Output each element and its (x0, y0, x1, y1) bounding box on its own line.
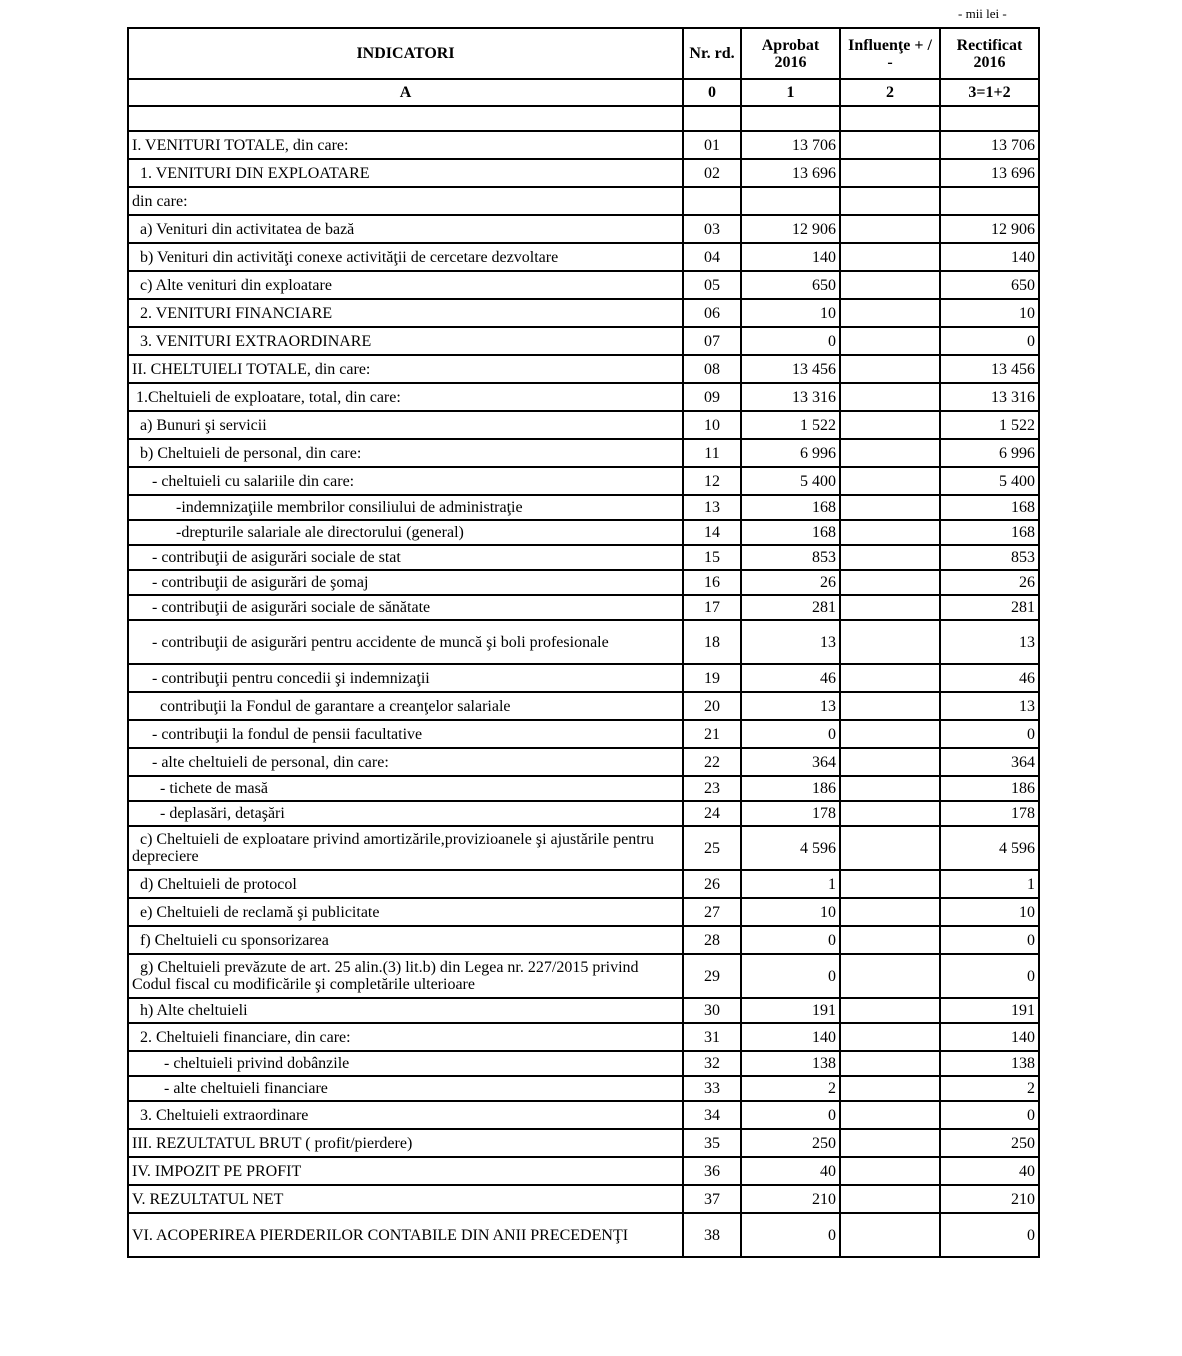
row-number: 38 (683, 1213, 741, 1257)
row-rectificat: 0 (940, 720, 1039, 748)
row-rectificat: 0 (940, 954, 1039, 998)
row-aprobat: 40 (741, 1157, 840, 1185)
row-number: 24 (683, 801, 741, 826)
table-row (128, 1023, 1039, 1051)
row-aprobat: 10 (741, 898, 840, 926)
row-influente (840, 327, 940, 355)
row-influente (840, 1076, 940, 1101)
row-indicator: d) Cheltuieli de protocol (128, 870, 683, 898)
row-influente (840, 383, 940, 411)
row-number: 26 (683, 870, 741, 898)
row-indicator: - contribuţii de asigurări de şomaj (128, 570, 683, 595)
row-rectificat: 1 (940, 870, 1039, 898)
row-aprobat: 0 (741, 926, 840, 954)
row-rectificat: 1 522 (940, 411, 1039, 439)
table-row (128, 411, 1039, 439)
table-row (128, 620, 1039, 664)
row-indicator (128, 106, 683, 131)
row-rectificat: 13 696 (940, 159, 1039, 187)
subheader-row (128, 79, 1039, 106)
row-indicator: 2. Cheltuieli financiare, din care: (128, 1023, 683, 1051)
row-aprobat: 281 (741, 595, 840, 620)
table-row (128, 383, 1039, 411)
row-rectificat: 10 (940, 898, 1039, 926)
table-row (128, 439, 1039, 467)
row-number: 02 (683, 159, 741, 187)
row-influente (840, 748, 940, 776)
row-rectificat: 13 316 (940, 383, 1039, 411)
row-aprobat: 364 (741, 748, 840, 776)
table-row (128, 187, 1039, 215)
row-number: 09 (683, 383, 741, 411)
row-rectificat: 13 (940, 620, 1039, 664)
row-indicator: III. REZULTATUL BRUT ( profit/pierdere) (128, 1129, 683, 1157)
row-number: 17 (683, 595, 741, 620)
row-number: 37 (683, 1185, 741, 1213)
row-influente (840, 801, 940, 826)
row-influente (840, 870, 940, 898)
table-row (128, 776, 1039, 801)
row-indicator: c) Alte venituri din exploatare (128, 271, 683, 299)
row-rectificat: 364 (940, 748, 1039, 776)
row-rectificat: 4 596 (940, 826, 1039, 870)
table-row (128, 898, 1039, 926)
row-number: 05 (683, 271, 741, 299)
row-rectificat: 186 (940, 776, 1039, 801)
row-indicator: - alte cheltuieli financiare (128, 1076, 683, 1101)
row-influente (840, 411, 940, 439)
row-influente (840, 926, 940, 954)
row-influente (840, 954, 940, 998)
row-number: 36 (683, 1157, 741, 1185)
row-aprobat: 0 (741, 1213, 840, 1257)
table-row (128, 106, 1039, 131)
header-nr: Nr. rd. (683, 28, 741, 79)
table-row (128, 664, 1039, 692)
table-row (128, 1051, 1039, 1076)
row-influente (840, 1101, 940, 1129)
row-rectificat: 191 (940, 998, 1039, 1023)
row-rectificat: 2 (940, 1076, 1039, 1101)
row-rectificat: 13 (940, 692, 1039, 720)
row-rectificat: 140 (940, 243, 1039, 271)
row-number: 19 (683, 664, 741, 692)
row-influente (840, 187, 940, 215)
row-indicator: - contribuţii pentru concedii şi indemnizaţii (128, 664, 683, 692)
row-indicator: - cheltuieli privind dobânzile (128, 1051, 683, 1076)
row-indicator: 3. VENITURI EXTRAORDINARE (128, 327, 683, 355)
row-rectificat: 210 (940, 1185, 1039, 1213)
row-indicator: f) Cheltuieli cu sponsorizarea (128, 926, 683, 954)
row-indicator: b) Venituri din activităţi conexe activităţii de cercetare dezvoltare (128, 243, 683, 271)
row-number: 34 (683, 1101, 741, 1129)
row-aprobat: 13 (741, 692, 840, 720)
header-aprobat: Aprobat 2016 (741, 28, 840, 79)
header-row (128, 28, 1039, 79)
row-influente (840, 1157, 940, 1185)
row-rectificat: 0 (940, 1101, 1039, 1129)
table-row (128, 998, 1039, 1023)
row-rectificat: 140 (940, 1023, 1039, 1051)
row-indicator: - contribuţii de asigurări sociale de stat (128, 545, 683, 570)
row-aprobat: 140 (741, 1023, 840, 1051)
row-indicator: c) Cheltuieli de exploatare privind amortizările,provizioanele şi ajustările pentru depreciere (128, 826, 683, 870)
row-number: 08 (683, 355, 741, 383)
row-rectificat: 40 (940, 1157, 1039, 1185)
row-influente (840, 998, 940, 1023)
row-number: 22 (683, 748, 741, 776)
row-number: 32 (683, 1051, 741, 1076)
table-row (128, 1076, 1039, 1101)
row-rectificat: 138 (940, 1051, 1039, 1076)
row-rectificat: 0 (940, 327, 1039, 355)
row-number: 13 (683, 495, 741, 520)
row-rectificat: 13 706 (940, 131, 1039, 159)
row-rectificat: 46 (940, 664, 1039, 692)
row-indicator: - contribuţii de asigurări sociale de sănătate (128, 595, 683, 620)
row-rectificat: 12 906 (940, 215, 1039, 243)
row-number: 27 (683, 898, 741, 926)
row-influente (840, 1051, 940, 1076)
row-aprobat: 4 596 (741, 826, 840, 870)
row-aprobat: 0 (741, 720, 840, 748)
table-row (128, 748, 1039, 776)
row-influente (840, 776, 940, 801)
row-rectificat: 178 (940, 801, 1039, 826)
row-indicator: - contribuţii de asigurări pentru accidente de muncă şi boli profesionale (128, 620, 683, 664)
table-row (128, 215, 1039, 243)
row-influente (840, 1129, 940, 1157)
table-row (128, 327, 1039, 355)
row-indicator: II. CHELTUIELI TOTALE, din care: (128, 355, 683, 383)
row-indicator: - alte cheltuieli de personal, din care: (128, 748, 683, 776)
row-indicator: h) Alte cheltuieli (128, 998, 683, 1023)
row-number (683, 187, 741, 215)
row-rectificat: 10 (940, 299, 1039, 327)
row-influente (840, 520, 940, 545)
row-aprobat: 26 (741, 570, 840, 595)
row-number: 03 (683, 215, 741, 243)
row-aprobat: 6 996 (741, 439, 840, 467)
table-row (128, 495, 1039, 520)
table-row (128, 826, 1039, 870)
row-indicator: - cheltuieli cu salariile din care: (128, 467, 683, 495)
row-rectificat (940, 187, 1039, 215)
row-indicator: 1.Cheltuieli de exploatare, total, din care: (128, 383, 683, 411)
row-rectificat: 26 (940, 570, 1039, 595)
row-aprobat: 191 (741, 998, 840, 1023)
row-influente (840, 1213, 940, 1257)
table-row (128, 692, 1039, 720)
subheader-a: A (128, 79, 683, 106)
table-row (128, 520, 1039, 545)
table-row (128, 720, 1039, 748)
row-aprobat: 178 (741, 801, 840, 826)
row-aprobat: 2 (741, 1076, 840, 1101)
row-aprobat: 46 (741, 664, 840, 692)
row-indicator: - contribuţii la fondul de pensii facultative (128, 720, 683, 748)
table-body (128, 106, 1039, 1257)
row-aprobat: 168 (741, 520, 840, 545)
row-influente (840, 271, 940, 299)
row-number: 25 (683, 826, 741, 870)
row-aprobat: 0 (741, 1101, 840, 1129)
row-aprobat: 10 (741, 299, 840, 327)
row-influente (840, 215, 940, 243)
row-number: 10 (683, 411, 741, 439)
row-rectificat: 6 996 (940, 439, 1039, 467)
row-aprobat: 210 (741, 1185, 840, 1213)
row-number: 06 (683, 299, 741, 327)
row-number: 11 (683, 439, 741, 467)
subheader-2: 2 (840, 79, 940, 106)
table-row (128, 467, 1039, 495)
row-influente (840, 243, 940, 271)
row-number: 30 (683, 998, 741, 1023)
row-indicator: 1. VENITURI DIN EXPLOATARE (128, 159, 683, 187)
header-rectificat: Rectificat 2016 (940, 28, 1039, 79)
row-indicator: a) Venituri din activitatea de bază (128, 215, 683, 243)
table-row (128, 1213, 1039, 1257)
row-influente (840, 495, 940, 520)
table-row (128, 1185, 1039, 1213)
row-influente (840, 826, 940, 870)
row-aprobat: 1 (741, 870, 840, 898)
unit-note: - mii lei - (958, 6, 1007, 21)
row-number: 20 (683, 692, 741, 720)
row-aprobat: 853 (741, 545, 840, 570)
row-number (683, 106, 741, 131)
table-row (128, 801, 1039, 826)
table-row (128, 1129, 1039, 1157)
row-influente (840, 1185, 940, 1213)
table-row (128, 545, 1039, 570)
row-influente (840, 439, 940, 467)
row-rectificat (940, 106, 1039, 131)
subheader-3: 3=1+2 (940, 79, 1039, 106)
header-indicatori: INDICATORI (128, 28, 683, 79)
row-indicator: 2. VENITURI FINANCIARE (128, 299, 683, 327)
row-number: 07 (683, 327, 741, 355)
row-influente (840, 159, 940, 187)
row-number: 28 (683, 926, 741, 954)
row-indicator: - tichete de masă (128, 776, 683, 801)
row-influente (840, 620, 940, 664)
row-aprobat: 13 456 (741, 355, 840, 383)
table-row (128, 870, 1039, 898)
row-number: 04 (683, 243, 741, 271)
table-row (128, 570, 1039, 595)
table-row (128, 355, 1039, 383)
row-aprobat (741, 106, 840, 131)
row-aprobat: 0 (741, 954, 840, 998)
table-row (128, 954, 1039, 998)
row-number: 33 (683, 1076, 741, 1101)
row-rectificat: 853 (940, 545, 1039, 570)
row-aprobat: 13 696 (741, 159, 840, 187)
row-influente (840, 1023, 940, 1051)
row-rectificat: 281 (940, 595, 1039, 620)
row-number: 31 (683, 1023, 741, 1051)
table-row (128, 1157, 1039, 1185)
row-rectificat: 0 (940, 926, 1039, 954)
row-number: 15 (683, 545, 741, 570)
table-row (128, 243, 1039, 271)
row-indicator: VI. ACOPERIREA PIERDERILOR CONTABILE DIN ANII PRECEDENŢI (128, 1213, 683, 1257)
row-influente (840, 106, 940, 131)
row-indicator: din care: (128, 187, 683, 215)
row-number: 12 (683, 467, 741, 495)
row-aprobat: 168 (741, 495, 840, 520)
row-aprobat: 13 (741, 620, 840, 664)
table-row (128, 926, 1039, 954)
row-number: 18 (683, 620, 741, 664)
row-influente (840, 898, 940, 926)
row-aprobat: 138 (741, 1051, 840, 1076)
table-row (128, 299, 1039, 327)
row-number: 35 (683, 1129, 741, 1157)
row-influente (840, 355, 940, 383)
table-row (128, 595, 1039, 620)
budget-table (127, 27, 1040, 1258)
row-number: 14 (683, 520, 741, 545)
table-row (128, 159, 1039, 187)
subheader-1: 1 (741, 79, 840, 106)
row-aprobat: 0 (741, 327, 840, 355)
row-number: 29 (683, 954, 741, 998)
row-aprobat: 186 (741, 776, 840, 801)
row-rectificat: 13 456 (940, 355, 1039, 383)
row-aprobat: 13 706 (741, 131, 840, 159)
row-influente (840, 570, 940, 595)
row-influente (840, 545, 940, 570)
row-influente (840, 692, 940, 720)
row-aprobat: 140 (741, 243, 840, 271)
row-indicator: g) Cheltuieli prevăzute de art. 25 alin.(3) lit.b) din Legea nr. 227/2015 privind Codul fiscal cu modificările şi completările ulterioare (128, 954, 683, 998)
row-aprobat: 12 906 (741, 215, 840, 243)
header-influente: Influenţe + / - (840, 28, 940, 79)
row-indicator: V. REZULTATUL NET (128, 1185, 683, 1213)
row-indicator: -drepturile salariale ale directorului (general) (128, 520, 683, 545)
row-influente (840, 595, 940, 620)
table-row (128, 131, 1039, 159)
row-influente (840, 467, 940, 495)
row-indicator: b) Cheltuieli de personal, din care: (128, 439, 683, 467)
row-indicator: contribuţii la Fondul de garantare a creanţelor salariale (128, 692, 683, 720)
row-rectificat: 650 (940, 271, 1039, 299)
row-influente (840, 131, 940, 159)
row-aprobat: 1 522 (741, 411, 840, 439)
row-aprobat: 13 316 (741, 383, 840, 411)
row-rectificat: 0 (940, 1213, 1039, 1257)
row-rectificat: 168 (940, 495, 1039, 520)
row-aprobat: 650 (741, 271, 840, 299)
row-aprobat: 250 (741, 1129, 840, 1157)
row-indicator: -indemnizaţiile membrilor consiliului de administraţie (128, 495, 683, 520)
table-row (128, 1101, 1039, 1129)
table-row (128, 271, 1039, 299)
subheader-0: 0 (683, 79, 741, 106)
row-aprobat: 5 400 (741, 467, 840, 495)
row-influente (840, 299, 940, 327)
row-indicator: IV. IMPOZIT PE PROFIT (128, 1157, 683, 1185)
row-influente (840, 720, 940, 748)
row-influente (840, 664, 940, 692)
row-number: 21 (683, 720, 741, 748)
row-indicator: e) Cheltuieli de reclamă şi publicitate (128, 898, 683, 926)
row-number: 01 (683, 131, 741, 159)
row-indicator: a) Bunuri şi servicii (128, 411, 683, 439)
row-indicator: 3. Cheltuieli extraordinare (128, 1101, 683, 1129)
row-number: 16 (683, 570, 741, 595)
row-rectificat: 168 (940, 520, 1039, 545)
row-rectificat: 5 400 (940, 467, 1039, 495)
row-aprobat (741, 187, 840, 215)
row-number: 23 (683, 776, 741, 801)
row-rectificat: 250 (940, 1129, 1039, 1157)
row-indicator: - deplasări, detaşări (128, 801, 683, 826)
row-indicator: I. VENITURI TOTALE, din care: (128, 131, 683, 159)
